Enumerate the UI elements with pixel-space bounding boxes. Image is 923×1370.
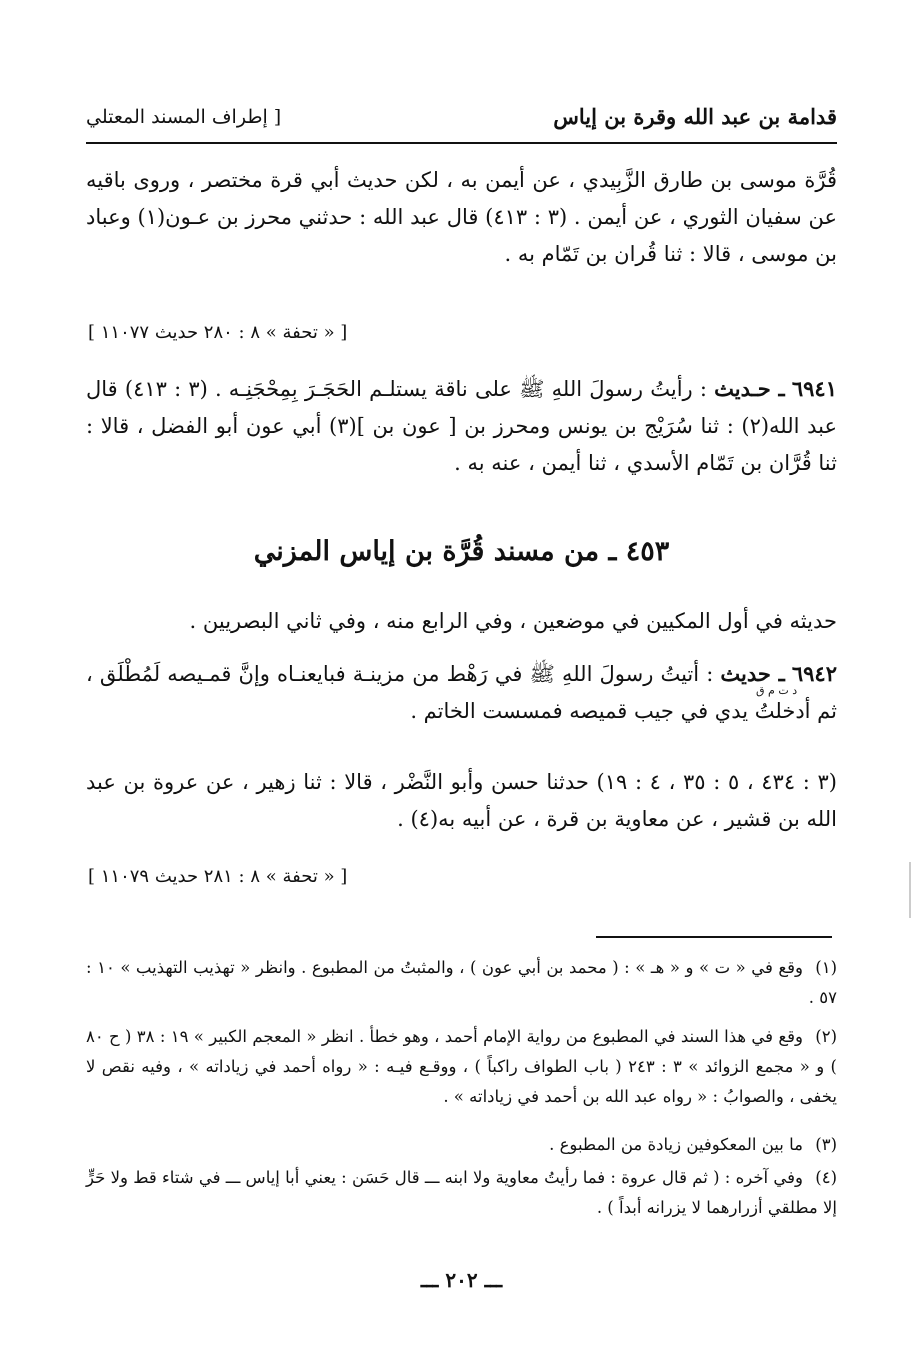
- takhrij-reference-1: [ « تحفة » ٨ : ٢٨٠ حديث ١١٠٧٧ ]: [88, 322, 348, 343]
- hadith-number: ٦٩٤١: [791, 376, 837, 401]
- header-section-title: قدامة بن عبد الله وقرة بن إياس: [553, 104, 837, 129]
- footnote-2: [86, 1022, 837, 1112]
- footnote-4: [86, 1163, 837, 1223]
- hadith-number: ٦٩٤٢: [791, 661, 837, 686]
- footnote-text: وقع في « ت » و « هـ » : ( محمد بن أبي عون ) ، والمثبتُ من المطبوع . وانظر « تهذيب التهذيب » ١٠ : ٥٧ .: [86, 958, 837, 1007]
- header-rule: [86, 142, 837, 144]
- footnote-number: (٤): [815, 1168, 837, 1187]
- hadith-label: ـ حديث: [720, 661, 785, 686]
- footnote-rule: [596, 936, 832, 938]
- footnote-3: [86, 1130, 837, 1160]
- hadith-label: ـ حـديث: [714, 376, 785, 401]
- section-heading: ٤٥٣ ـ من مسند قُرَّة بن إياس المزني: [253, 536, 670, 567]
- takhrij-reference-2: [ « تحفة » ٨ : ٢٨١ حديث ١١٠٧٩ ]: [88, 866, 348, 887]
- hadith-text: : رأيتُ رسولَ اللهِ ﷺ على ناقة يستلـم الحَجَـرَ بِمِحْجَنِـه . (٣ : ٤١٣) قال عبد الله(٢) : ثنا سُرَيْج بن يونس ومحرز بن [ عون بن ](٣) أبي عون أبو الفضل ، قالا : ثنا قُرَّان بن تَمّام الأسدي ، ثنا أيمن ، عنه به .: [86, 377, 838, 475]
- intro-paragraph: قُرَّة موسى بن طارق الزَّبِيدي ، عن أيمن به ، لكن حديث أبي قرة مختصر ، وروى باقيه عن سفيان الثوري ، عن أيمن . (٣ : ٤١٣) قال عبد الله : حدثني محرز بن عـون(١) وعباد بن موسى ، قالا : ثنا قُران بن تَمّام به .: [86, 168, 837, 266]
- section-intro: حديثه في أول المكيين في موضعين ، وفي الرابع منه ، وفي ثاني البصريين .: [189, 609, 837, 633]
- footnote-text: وقع في هذا السند في المطبوع من رواية الإمام أحمد ، وهو خطأ . انظر « المعجم الكبير » ١٩ : ٣٨ ( ح ٨٠ ) و « مجمع الزوائد » ٣ : ٢٤٣ ( باب الطواف راكباً ) ، ووقـع فيـه : « رواه أحمد في زياداته » ، وفيه نقص لا يخفى ، والصوابُ : « رواه عبد الله بن أحمد في زياداته » .: [86, 1027, 837, 1106]
- hadith-text: : أتيتُ رسولَ اللهِ ﷺ في رَهْط من مزينـة فبايعنـاه وإنَّ قمـيصه لَمُطْلَق ، ثم أدخلتُ يدي في جيب قميصه فمسست الخاتم .: [86, 662, 837, 723]
- footnote-number: (٢): [815, 1027, 837, 1046]
- running-header: [86, 104, 837, 138]
- footnote-text: وفي آخره : ( ثم قال عروة : فما رأيتُ معاوية ولا ابنه ـــ قال حَسَن : يعني أبا إياس ـــ في شتاء قط ولا حَرٍّ إلا مطلقي أزرارهما لا يزرانه أبداً ) .: [86, 1168, 837, 1217]
- footnote-number: (١): [815, 958, 837, 977]
- hadith-6942: [86, 655, 837, 730]
- sigla-mark: د ت م ق: [756, 684, 798, 697]
- footnote-1: [86, 953, 837, 1013]
- header-book-title: [ إطراف المسند المعتلي: [86, 106, 282, 128]
- footnote-number: (٣): [815, 1135, 837, 1154]
- isnad-6942: (٣ : ٤٣٤ ، ٥ : ٣٥ ، ٤ : ١٩) حدثنا حسن وأبو النَّضْر ، قالا : ثنا زهير ، عن عروة بن عبد الله بن قشير ، عن معاوية بن قرة ، عن أبيه به(٤) .: [86, 770, 837, 831]
- footnote-text: ما بين المعكوفين زيادة من المطبوع .: [549, 1135, 803, 1154]
- page-number: ـــ ٢٠٢ ـــ: [420, 1268, 503, 1292]
- hadith-6941: [86, 370, 837, 482]
- scan-mark-icon: [905, 860, 915, 920]
